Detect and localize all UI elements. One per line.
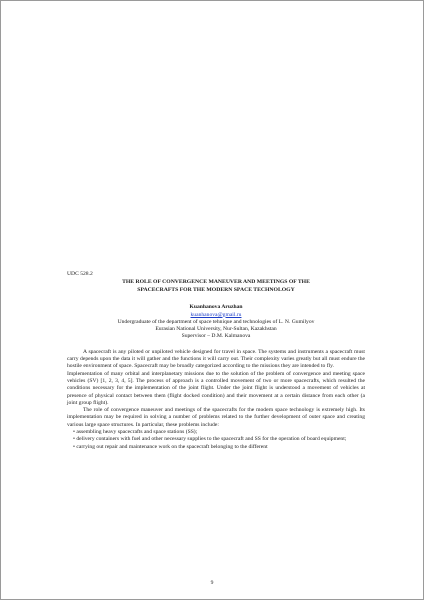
page-number: 9 [210, 580, 214, 586]
author-email-link[interactable]: kuanhanova@gmail.ru [190, 311, 242, 318]
title-line-2: SPACECRAFTS FOR THE MODERN SPACE TECHNOLOGY [137, 287, 295, 294]
supervisor: Supervisor – D.M. Kalmanova [181, 333, 251, 340]
bullet-list [67, 429, 365, 451]
affiliation-line-1: Undergraduate of the department of space tehnique and technologies of L. N. Gumilyov [117, 318, 315, 325]
paragraph: A spacecraft is any piloted or unpiloted vehicle designed for travel in space. The systems and instruments a spacecraft must carry depends upon the data it will gather and the functions it will carry out. Their complexity varies greatly but all must endure the hostile environment of space. Spacecraft may be broadly categorized according to the missions they are intended to fly. [67, 348, 365, 370]
affiliation-line-2: Eurasian National University, Nur-Sultan, Kazakhstan [155, 326, 277, 333]
paragraph: Implementation of many orbital and interplanetary missions due to the solution of the problem of convergence and meeting space vehicles (SV) [1, 2, 3, 4, 5]. The process of approach is a controlled movement of two or more spacecrafts, which resulted the conditions necessary for the implementation of the joint flight. Under the joint flight is understood a movement of vehicles at presence of physical contact between them (flight docked condition) and their movement at a certain distance from each other (a joint group flight). [67, 370, 365, 406]
bullet-glyph: • [73, 443, 75, 450]
list-item [67, 436, 365, 443]
article-title [67, 278, 365, 294]
title-line-1: THE ROLE OF CONVERGENCE MANEUVER AND MEETINGS OF THE [122, 279, 310, 286]
udc-code: UDC 528.2 [67, 271, 93, 277]
list-item-text: assembling heavy spacecrafts and space stations (SS); [76, 429, 198, 436]
author-name: Kuanhanova Aruzhan [189, 304, 243, 311]
list-item-text: carrying out repair and maintenance work on the spacecraft belonging to the different [76, 443, 268, 450]
bullet-glyph: • [73, 429, 75, 436]
list-item [67, 444, 365, 451]
bullet-glyph: • [73, 436, 75, 443]
article-body [67, 271, 365, 451]
list-item-text: delivery containers with fuel and other necessary supplies to the spacecraft and SS for the operation of board equipment; [76, 436, 347, 443]
paragraph: The role of convergence maneuver and meetings of the spacecrafts for the modern space technology is extremely high. Its implementation may be required in solving a number of problems related to the further development of outer space and creating various large space structures. In particular, these problems include: [67, 407, 365, 428]
